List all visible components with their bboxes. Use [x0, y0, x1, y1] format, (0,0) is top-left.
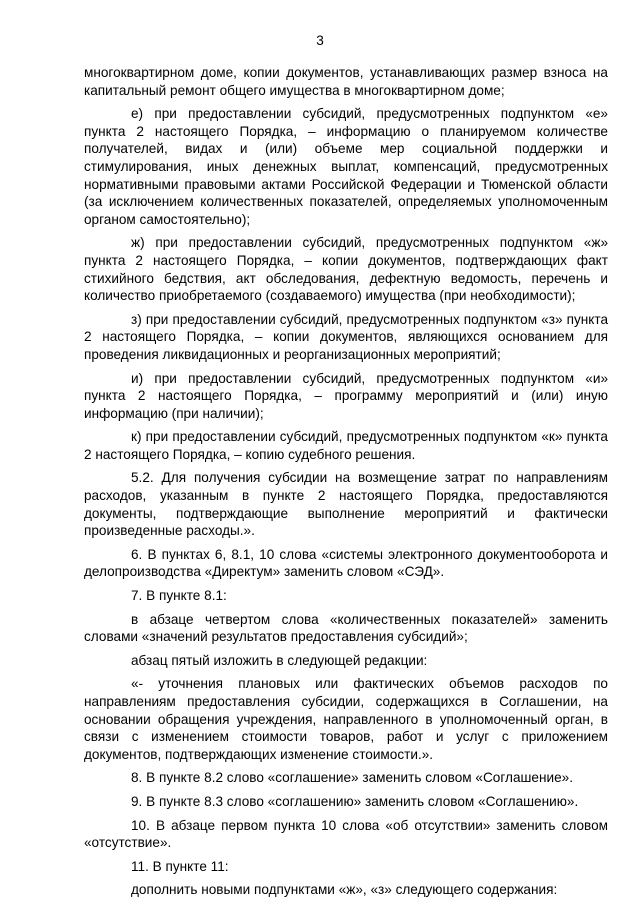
- paragraph: «- уточнения плановых или фактических объемов расходов по направлениям предоставления субсидии, содержащихся в Соглашении, на основании обращения учреждения, направленного в уполномоченный орган, в связи с изменением стоимости товаров, работ и услуг с приложением документов, подтверждающих изменение стоимости.».: [84, 676, 608, 762]
- paragraph: дополнить новыми подпунктами «ж», «з» следующего содержания:: [131, 882, 558, 898]
- paragraph: в абзаце четвертом слова «количественных показателей» заменить словами «значений результатов предоставления субсидий»;: [84, 611, 608, 645]
- paragraph: 9. В пункте 8.3 слово «соглашению» заменить словом «Соглашению».: [131, 793, 579, 809]
- paragraph: абзац пятый изложить в следующей редакции:: [131, 652, 428, 668]
- paragraph: 7. В пункте 8.1:: [131, 588, 227, 604]
- paragraph: ж) при предоставлении субсидий, предусмотренных подпунктом «ж» пункта 2 настоящего Порядка, – копии документов, подтверждающих факт стихийного бедствия, акт обследования, дефектную ведомость, перечень и количество приобретаемого (создаваемого) имущества (при необходимости);: [84, 235, 608, 304]
- paragraph: 11. В пункте 11:: [131, 858, 229, 874]
- paragraph: з) при предоставлении субсидий, предусмотренных подпунктом «з» пункта 2 настоящего Порядка, – копии документов, являющихся основанием для проведения ликвидационных и реорганизационных мероприятий;: [84, 311, 608, 362]
- paragraph: 8. В пункте 8.2 слово «соглашение» заменить словом «Соглашение».: [131, 770, 573, 786]
- paragraph: многоквартирном доме, копии документов, устанавливающих размер взноса на капитальный ремонт общего имущества в многоквартирном доме;: [84, 65, 608, 98]
- paragraph: 10. В абзаце первом пункта 10 слова «об отсутствии» заменить словом «отсутствие».: [84, 817, 608, 851]
- paragraph: к) при предоставлении субсидий, предусмотренных подпунктом «к» пункта 2 настоящего Порядка, – копию судебного решения.: [84, 429, 608, 462]
- paragraph: 6. В пунктах 6, 8.1, 10 слова «системы электронного документооборота и делопроизводства «Директум» заменить словом «СЭД».: [84, 546, 608, 580]
- document-body: [84, 64, 608, 905]
- paragraph: и) при предоставлении субсидий, предусмотренных подпунктом «и» пункта 2 настоящего Порядка, – программу мероприятий и (или) иную информацию (при наличии);: [84, 370, 608, 421]
- paragraph: е) при предоставлении субсидий, предусмотренных подпунктом «е» пункта 2 настоящего Порядка, – информацию о планируемом количестве получателей, видах и (или) объеме мер социальной поддержки и стимулирования, иных денежных выплат, компенсаций, предусмотренных нормативными правовыми актами Российской Федерации и Тюменской области (за исключением количественных показателей, определяемых уполномоченным органом самостоятельно);: [84, 106, 608, 227]
- page-number: 3: [316, 33, 324, 48]
- paragraph: 5.2. Для получения субсидии на возмещение затрат по направлениям расходов, указанным в пункте 2 настоящего Порядка, предоставляются документы, подтверждающие выполнение мероприятий и фактически произведенные расходы.».: [84, 470, 608, 539]
